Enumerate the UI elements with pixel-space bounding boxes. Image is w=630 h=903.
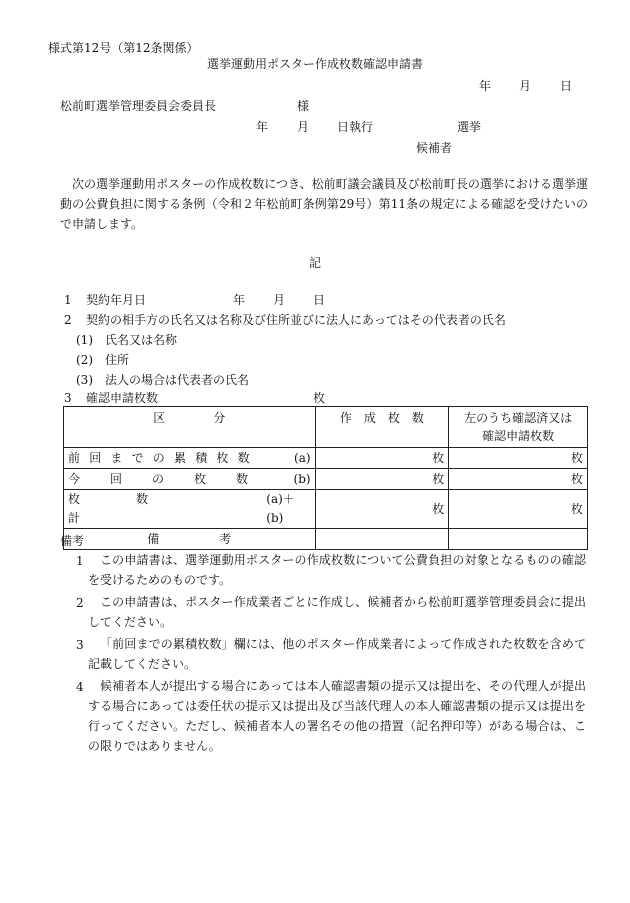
row-tag: (a) [294, 450, 311, 465]
election-name-label: 選挙 [457, 120, 482, 134]
requested-count-unit: 枚 [313, 391, 326, 405]
contract-year: 年 [233, 293, 246, 307]
remarks-label: 備 考 [64, 529, 316, 550]
row-label-cell [64, 448, 316, 469]
election-month: 月 [297, 120, 310, 134]
row-tag: (a)＋(b) [266, 492, 295, 525]
row-label: 枚数計 [68, 492, 205, 525]
table-header-row [64, 407, 588, 448]
notes-heading: 備考 [60, 534, 85, 548]
application-body-text: 次の選挙運動用ポスターの作成枚数につき、松前町議会議員及び松前町長の選挙における選挙運動の公費負担に関する条例（令和２年松前町条例第29号）第11条の規定による確認を受けたいので申請します。 [60, 177, 588, 231]
item1-number: 1 [64, 293, 72, 307]
row-confirmed-cell: 枚 [449, 448, 588, 469]
note-3-number: 3 [76, 638, 84, 652]
note-1-text: この申請書は、選挙運動用ポスターの作成枚数について公費負担の対象となるものの確認を受けるためのものです。 [88, 553, 586, 587]
item3-number: 3 [64, 391, 72, 405]
header-category: 区 分 [64, 407, 316, 448]
contract-day: 日 [313, 293, 326, 307]
note-2-number: 2 [76, 596, 84, 610]
date-day: 日 [560, 79, 573, 93]
contract-month: 月 [273, 293, 286, 307]
sub-item-address: (2) 住所 [76, 353, 129, 367]
note-2-text: この申請書は、ポスター作成業者ごとに作成し、候補者から松前町選挙管理委員会に提出してください。 [88, 595, 586, 629]
note-4-text: 候補者本人が提出する場合にあっては本人確認書類の提示又は提出を、その代理人が提出する場合にあっては委任状の提示又は提出及び当該代理人の本人確認書類の提示又は提出を行ってください。ただし、候補者本人の署名その他の措置（記名押印等）がある場合は、この限りではありません。 [88, 679, 586, 753]
form-number: 様式第12号（第12条関係） [48, 41, 199, 55]
addressee-name: 松前町選挙管理委員会委員長 [60, 99, 217, 113]
table-row [64, 490, 588, 529]
row-label: 今回の枚数 [68, 471, 279, 486]
header-confirmed-count [449, 407, 588, 448]
table-row [64, 469, 588, 490]
sub-item-name: (1) 氏名又は名称 [76, 333, 177, 347]
item2-number: 2 [64, 313, 72, 327]
note-1-number: 1 [76, 554, 84, 568]
remarks-confirmed-cell [449, 529, 588, 550]
row-created-cell: 枚 [315, 448, 449, 469]
document-title: 選挙運動用ポスター作成枚数確認申請書 [206, 57, 423, 71]
requested-count-label: 確認申請枚数 [86, 391, 159, 405]
addressee-honorific: 様 [297, 99, 310, 113]
row-created-cell: 枚 [315, 490, 449, 529]
contract-date-label: 契約年月日 [86, 293, 147, 307]
header-created-count: 作 成 枚 数 [315, 407, 449, 448]
row-label-cell [64, 490, 316, 529]
note-4-number: 4 [76, 680, 84, 694]
ki-heading: 記 [308, 256, 321, 270]
counterparty-label: 契約の相手方の氏名又は名称及び住所並びに法人にあってはその代表者の氏名 [86, 313, 506, 327]
candidate-label: 候補者 [416, 141, 453, 155]
row-created-cell: 枚 [315, 469, 449, 490]
row-label-cell [64, 469, 316, 490]
date-month: 月 [519, 79, 532, 93]
poster-count-table [63, 406, 588, 550]
row-confirmed-cell: 枚 [449, 469, 588, 490]
table-row-remarks [64, 529, 588, 550]
table-row [64, 448, 588, 469]
sub-item-representative: (3) 法人の場合は代表者の氏名 [76, 373, 249, 387]
header-confirmed-line1: 左のうち確認済又は [464, 411, 573, 425]
remarks-created-cell [315, 529, 449, 550]
election-day-held: 日執行 [337, 120, 374, 134]
date-year: 年 [479, 79, 492, 93]
row-tag: (b) [293, 471, 311, 486]
row-confirmed-cell: 枚 [449, 490, 588, 529]
header-confirmed-line2: 確認申請枚数 [482, 429, 555, 443]
note-3-text: 「前回までの累積枚数」欄には、他のポスター作成業者によって作成された枚数を含めて記載してください。 [88, 637, 586, 671]
election-year: 年 [256, 120, 269, 134]
row-label: 前回までの累積枚数 [68, 450, 259, 465]
